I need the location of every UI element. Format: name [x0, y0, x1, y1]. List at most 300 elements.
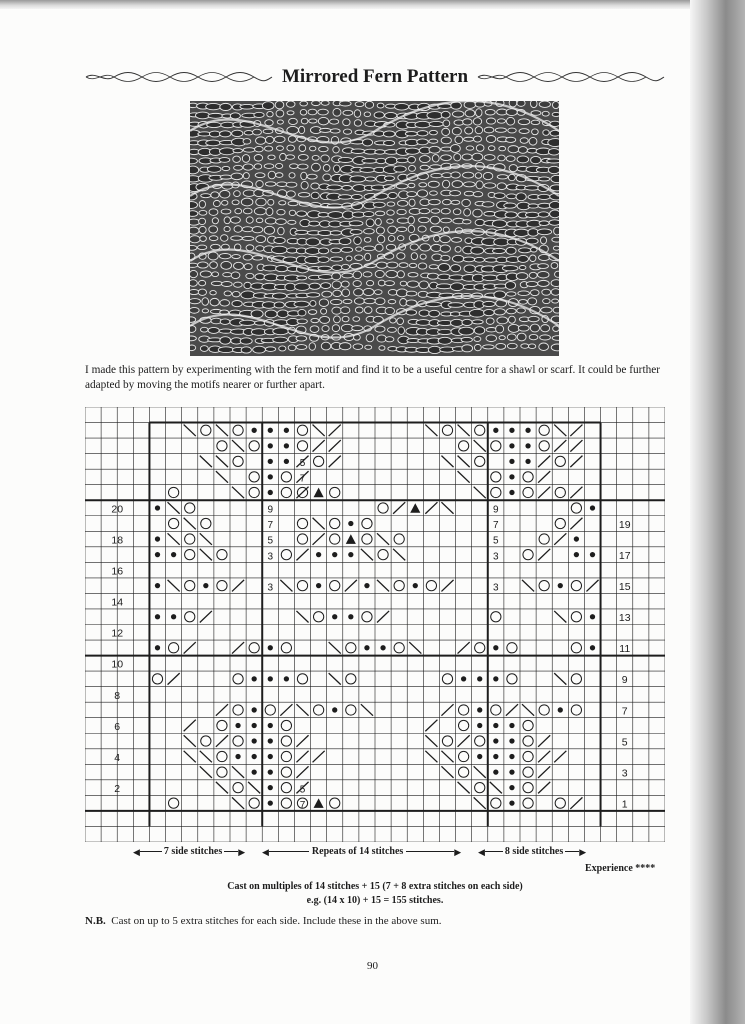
bobble-symbol	[413, 583, 418, 588]
bobble-symbol	[155, 536, 160, 541]
yarn-over-symbol	[168, 643, 178, 653]
yarn-over-symbol	[330, 518, 340, 528]
yarn-over-symbol	[281, 798, 291, 808]
yarn-over-symbol	[458, 441, 468, 451]
ssk-symbol	[409, 642, 421, 654]
right-row-number: 19	[618, 518, 631, 531]
k2tog-symbol	[345, 580, 357, 592]
bobble-symbol	[252, 769, 257, 774]
ssk-symbol	[458, 425, 470, 437]
bobble-symbol	[558, 583, 563, 588]
ssk-symbol	[168, 580, 180, 592]
bobble-symbol	[477, 707, 482, 712]
yarn-over-symbol	[330, 581, 340, 591]
double-decrease-symbol	[314, 798, 324, 808]
ssk-symbol	[474, 766, 486, 778]
yarn-over-symbol	[185, 612, 195, 622]
cell-number: 5	[493, 535, 499, 547]
yarn-over-symbol	[281, 549, 291, 559]
ssk-symbol	[441, 502, 453, 514]
side-stitches-right-label: ◀ 8 side stitches ▶	[478, 846, 587, 857]
k2tog-symbol	[425, 720, 437, 732]
bobble-symbol	[268, 769, 273, 774]
bobble-symbol	[332, 552, 337, 557]
yarn-over-symbol	[475, 736, 485, 746]
yarn-over-symbol	[233, 674, 243, 684]
left-row-number: 14	[111, 596, 124, 609]
arrow-left-icon: ◀	[478, 846, 485, 857]
yarn-over-symbol	[346, 705, 356, 715]
yarn-over-symbol	[475, 782, 485, 792]
cell-number: 7	[493, 520, 499, 532]
yarn-over-symbol	[475, 643, 485, 653]
yarn-over-symbol	[458, 751, 468, 761]
yarn-over-symbol	[168, 798, 178, 808]
ssk-symbol	[425, 751, 437, 763]
side-stitches-left-label: ◀ 7 side stitches ▶	[133, 846, 246, 857]
k2tog-symbol	[296, 487, 308, 499]
left-row-number: 8	[114, 689, 121, 702]
yarn-over-symbol	[555, 487, 565, 497]
bobble-symbol	[348, 552, 353, 557]
yarn-over-symbol	[523, 472, 533, 482]
bobble-symbol	[268, 428, 273, 433]
yarn-over-symbol	[378, 549, 388, 559]
bobble-symbol	[316, 583, 321, 588]
left-row-number: 16	[111, 565, 124, 578]
k2tog-symbol	[313, 440, 325, 452]
nb-label: N.B.	[85, 915, 106, 927]
bobble-symbol	[493, 754, 498, 759]
yarn-over-symbol	[297, 425, 307, 435]
bobble-symbol	[348, 614, 353, 619]
ssk-symbol	[329, 642, 341, 654]
lace-sample-photo	[190, 101, 559, 356]
k2tog-symbol	[232, 642, 244, 654]
right-row-number: 9	[621, 674, 628, 687]
bobble-symbol	[509, 723, 514, 728]
yarn-over-symbol	[491, 798, 501, 808]
ssk-symbol	[458, 471, 470, 483]
bobble-symbol	[155, 505, 160, 510]
cell-number: 7	[267, 520, 274, 532]
yarn-over-symbol	[491, 705, 501, 715]
bobble-symbol	[509, 785, 514, 790]
ssk-symbol	[458, 456, 470, 468]
bobble-symbol	[509, 459, 514, 464]
yarn-over-symbol	[491, 472, 501, 482]
bobble-symbol	[171, 552, 176, 557]
yarn-over-symbol	[249, 441, 259, 451]
ssk-symbol	[184, 425, 196, 437]
ssk-symbol	[522, 580, 534, 592]
yarn-over-symbol	[233, 456, 243, 466]
yarn-over-symbol	[523, 751, 533, 761]
k2tog-symbol	[296, 751, 308, 763]
k2tog-symbol	[570, 440, 582, 452]
ssk-symbol	[200, 533, 212, 545]
cell-number: 9	[267, 504, 274, 516]
bobble-symbol	[252, 676, 257, 681]
yarn-over-symbol	[330, 798, 340, 808]
yarn-over-symbol	[458, 720, 468, 730]
bobble-symbol	[525, 443, 530, 448]
bobble-symbol	[252, 707, 257, 712]
yarn-over-symbol	[539, 705, 549, 715]
right-row-number: 7	[621, 705, 628, 718]
yarn-over-symbol	[313, 705, 323, 715]
ssk-symbol	[232, 797, 244, 809]
yarn-over-symbol	[571, 612, 581, 622]
bobble-symbol	[477, 754, 482, 759]
yarn-over-symbol	[362, 534, 372, 544]
ssk-symbol	[377, 580, 389, 592]
ssk-symbol	[554, 425, 566, 437]
yarn-over-symbol	[281, 767, 291, 777]
right-row-number: 5	[621, 736, 628, 749]
k2tog-symbol	[458, 642, 470, 654]
yarn-over-symbol	[571, 674, 581, 684]
ssk-symbol	[474, 487, 486, 499]
yarn-over-symbol	[281, 720, 291, 730]
bobble-symbol	[493, 723, 498, 728]
arrow-right-icon: ▶	[238, 846, 246, 857]
cell-number: 3	[493, 551, 499, 563]
yarn-over-symbol	[523, 549, 533, 559]
cell-number: 7	[299, 473, 306, 485]
yarn-over-symbol	[475, 425, 485, 435]
ssk-symbol	[296, 611, 308, 623]
bobble-symbol	[155, 645, 160, 650]
ssk-symbol	[216, 471, 228, 483]
k2tog-symbol	[329, 456, 341, 468]
bobble-symbol	[268, 459, 273, 464]
yarn-over-symbol	[491, 441, 501, 451]
ssk-symbol	[554, 611, 566, 623]
bobble-symbol	[268, 676, 273, 681]
arrow-right-icon: ▶	[454, 846, 462, 857]
cell-number: 3	[493, 582, 499, 594]
yarn-over-symbol	[297, 674, 307, 684]
page-number: 90	[367, 960, 378, 972]
lace-texture	[190, 101, 559, 354]
ssk-symbol	[554, 673, 566, 685]
bobble-symbol	[268, 785, 273, 790]
k2tog-symbol	[506, 704, 518, 716]
yarn-over-symbol	[507, 674, 517, 684]
yarn-over-symbol	[185, 581, 195, 591]
k2tog-symbol	[538, 456, 550, 468]
k2tog-symbol	[586, 580, 598, 592]
experience-rating: Experience ****	[585, 863, 656, 874]
bobble-symbol	[268, 723, 273, 728]
yarn-over-symbol	[249, 487, 259, 497]
yarn-over-symbol	[217, 581, 227, 591]
yarn-over-symbol	[523, 736, 533, 746]
k2tog-symbol	[538, 471, 550, 483]
yarn-over-symbol	[555, 518, 565, 528]
ssk-symbol	[200, 766, 212, 778]
k2tog-symbol	[554, 533, 566, 545]
k2tog-symbol	[313, 751, 325, 763]
ssk-symbol	[425, 735, 437, 747]
k2tog-symbol	[570, 797, 582, 809]
repeat-stitches-label: ◀ Repeats of 14 stitches ▶	[262, 846, 462, 857]
right-row-number: 1	[621, 798, 628, 811]
yarn-over-symbol	[555, 798, 565, 808]
yarn-over-symbol	[217, 751, 227, 761]
bobble-symbol	[332, 707, 337, 712]
yarn-over-symbol	[233, 736, 243, 746]
yarn-over-symbol	[185, 534, 195, 544]
ssk-symbol	[232, 440, 244, 452]
yarn-over-symbol	[523, 720, 533, 730]
yarn-over-symbol	[571, 581, 581, 591]
yarn-over-symbol	[491, 612, 501, 622]
ssk-symbol	[248, 782, 260, 794]
ssk-symbol	[184, 735, 196, 747]
ssk-symbol	[313, 518, 325, 530]
bobble-symbol	[252, 754, 257, 759]
ssk-symbol	[329, 673, 341, 685]
cell-number: 3	[267, 582, 274, 594]
yarn-over-symbol	[168, 487, 178, 497]
bobble-symbol	[348, 521, 353, 526]
bobble-symbol	[590, 505, 595, 510]
yarn-over-symbol	[313, 612, 323, 622]
k2tog-symbol	[441, 704, 453, 716]
yarn-over-symbol	[555, 456, 565, 466]
ssk-symbol	[474, 440, 486, 452]
nb-note	[85, 915, 442, 927]
yarn-over-symbol	[539, 425, 549, 435]
bobble-symbol	[252, 723, 257, 728]
double-decrease-symbol	[314, 488, 324, 498]
yarn-over-symbol	[539, 581, 549, 591]
yarn-over-symbol	[233, 705, 243, 715]
bobble-symbol	[493, 428, 498, 433]
yarn-over-symbol	[442, 425, 452, 435]
yarn-over-symbol	[185, 549, 195, 559]
k2tog-symbol	[441, 580, 453, 592]
ssk-symbol	[393, 549, 405, 561]
ssk-symbol	[441, 456, 453, 468]
bobble-symbol	[574, 536, 579, 541]
yarn-over-symbol	[523, 782, 533, 792]
yarn-over-symbol	[249, 798, 259, 808]
yarn-over-symbol	[233, 425, 243, 435]
ssk-symbol	[425, 425, 437, 437]
left-row-number: 6	[114, 720, 121, 733]
cell-number: 3	[267, 551, 274, 563]
ssk-symbol	[184, 751, 196, 763]
yarn-over-symbol	[539, 534, 549, 544]
yarn-over-symbol	[507, 643, 517, 653]
yarn-over-symbol	[362, 518, 372, 528]
bobble-symbol	[509, 443, 514, 448]
yarn-over-symbol	[458, 705, 468, 715]
bobble-symbol	[235, 723, 240, 728]
cell-number: 5	[299, 458, 306, 470]
k2tog-symbol	[425, 502, 437, 514]
yarn-over-symbol	[152, 674, 162, 684]
bobble-symbol	[509, 490, 514, 495]
yarn-over-symbol	[217, 720, 227, 730]
left-row-number: 2	[114, 782, 121, 795]
bobble-symbol	[525, 428, 530, 433]
bobble-symbol	[203, 583, 208, 588]
yarn-over-symbol	[281, 487, 291, 497]
yarn-over-symbol	[394, 643, 404, 653]
yarn-over-symbol	[297, 441, 307, 451]
bobble-symbol	[155, 583, 160, 588]
ssk-symbol	[313, 425, 325, 437]
k2tog-symbol	[538, 487, 550, 499]
bobble-symbol	[493, 738, 498, 743]
bobble-symbol	[493, 645, 498, 650]
k2tog-symbol	[538, 766, 550, 778]
double-decrease-symbol	[346, 534, 356, 544]
yarn-over-symbol	[362, 612, 372, 622]
left-row-number: 10	[111, 658, 124, 671]
bobble-symbol	[509, 474, 514, 479]
ssk-symbol	[168, 533, 180, 545]
bobble-symbol	[268, 738, 273, 743]
k2tog-symbol	[538, 751, 550, 763]
ssk-symbol	[361, 704, 373, 716]
yarn-over-symbol	[346, 674, 356, 684]
bobble-symbol	[171, 614, 176, 619]
k2tog-symbol	[216, 704, 228, 716]
bobble-symbol	[155, 552, 160, 557]
bobble-symbol	[284, 459, 289, 464]
k2tog-symbol	[296, 735, 308, 747]
yarn-over-symbol	[346, 643, 356, 653]
right-row-number: 11	[619, 643, 631, 656]
left-row-number: 20	[111, 503, 124, 516]
ssk-symbol	[216, 425, 228, 437]
knitting-chart	[85, 407, 665, 842]
bobble-symbol	[268, 474, 273, 479]
yarn-over-symbol	[185, 503, 195, 513]
bobble-symbol	[268, 645, 273, 650]
bobble-symbol	[590, 645, 595, 650]
yarn-over-symbol	[249, 643, 259, 653]
ssk-symbol	[474, 797, 486, 809]
k2tog-symbol	[458, 735, 470, 747]
left-row-number: 12	[111, 627, 124, 640]
cast-on-line-1: Cast on multiples of 14 stitches + 15 (7 + 8 extra stitches on each side)	[227, 881, 523, 892]
yarn-over-symbol	[523, 487, 533, 497]
arrow-left-icon: ◀	[262, 846, 269, 857]
bobble-symbol	[268, 490, 273, 495]
left-flourish-ornament	[84, 70, 274, 84]
yarn-over-symbol	[281, 736, 291, 746]
bobble-symbol	[509, 738, 514, 743]
bobble-symbol	[252, 738, 257, 743]
bobble-symbol	[252, 428, 257, 433]
yarn-over-symbol	[201, 736, 211, 746]
bobble-symbol	[590, 614, 595, 619]
ssk-symbol	[361, 549, 373, 561]
bobble-symbol	[477, 723, 482, 728]
ssk-symbol	[458, 782, 470, 794]
bobble-symbol	[364, 583, 369, 588]
k2tog-symbol	[554, 440, 566, 452]
bobble-symbol	[235, 754, 240, 759]
bobble-symbol	[316, 552, 321, 557]
bobble-symbol	[284, 676, 289, 681]
bobble-symbol	[461, 676, 466, 681]
yarn-over-symbol	[217, 549, 227, 559]
ssk-symbol	[232, 766, 244, 778]
bobble-symbol	[332, 614, 337, 619]
yarn-over-symbol	[475, 456, 485, 466]
right-row-number: 17	[618, 549, 631, 562]
left-row-number: 18	[111, 534, 124, 547]
k2tog-symbol	[296, 766, 308, 778]
yarn-over-symbol	[523, 767, 533, 777]
bobble-symbol	[558, 707, 563, 712]
yarn-over-symbol	[394, 534, 404, 544]
yarn-over-symbol	[281, 472, 291, 482]
bobble-symbol	[477, 676, 482, 681]
yarn-over-symbol	[233, 782, 243, 792]
arrow-left-icon: ◀	[133, 846, 140, 857]
bobble-symbol	[509, 801, 514, 806]
bobble-symbol	[268, 443, 273, 448]
k2tog-symbol	[184, 642, 196, 654]
yarn-over-symbol	[378, 503, 388, 513]
yarn-over-symbol	[426, 581, 436, 591]
cell-number: 9	[493, 504, 499, 516]
yarn-over-symbol	[281, 751, 291, 761]
k2tog-symbol	[329, 425, 341, 437]
book-spine-shadow	[690, 0, 745, 1024]
bobble-symbol	[284, 443, 289, 448]
bobble-symbol	[509, 754, 514, 759]
ssk-symbol	[522, 704, 534, 716]
cell-number: 7	[299, 799, 306, 811]
bobble-symbol	[284, 428, 289, 433]
yarn-over-symbol	[571, 503, 581, 513]
yarn-over-symbol	[458, 767, 468, 777]
k2tog-symbol	[538, 782, 550, 794]
right-row-number: 13	[618, 612, 631, 625]
k2tog-symbol	[538, 549, 550, 561]
left-row-number: 4	[114, 751, 121, 764]
k2tog-symbol	[184, 720, 196, 732]
right-row-number: 15	[618, 581, 631, 594]
double-decrease-symbol	[410, 503, 420, 513]
k2tog-symbol	[313, 533, 325, 545]
cell-number: 5	[267, 535, 274, 547]
page-top-edge	[0, 0, 745, 9]
right-flourish-ornament	[476, 70, 666, 84]
k2tog-symbol	[216, 735, 228, 747]
k2tog-symbol	[200, 611, 212, 623]
yarn-over-symbol	[442, 736, 452, 746]
yarn-over-symbol	[330, 534, 340, 544]
ssk-symbol	[377, 533, 389, 545]
page-title: Mirrored Fern Pattern	[281, 66, 469, 87]
ssk-symbol	[232, 487, 244, 499]
yarn-over-symbol	[297, 534, 307, 544]
bobble-symbol	[268, 801, 273, 806]
yarn-over-symbol	[217, 441, 227, 451]
yarn-over-symbol	[265, 705, 275, 715]
bobble-symbol	[493, 676, 498, 681]
